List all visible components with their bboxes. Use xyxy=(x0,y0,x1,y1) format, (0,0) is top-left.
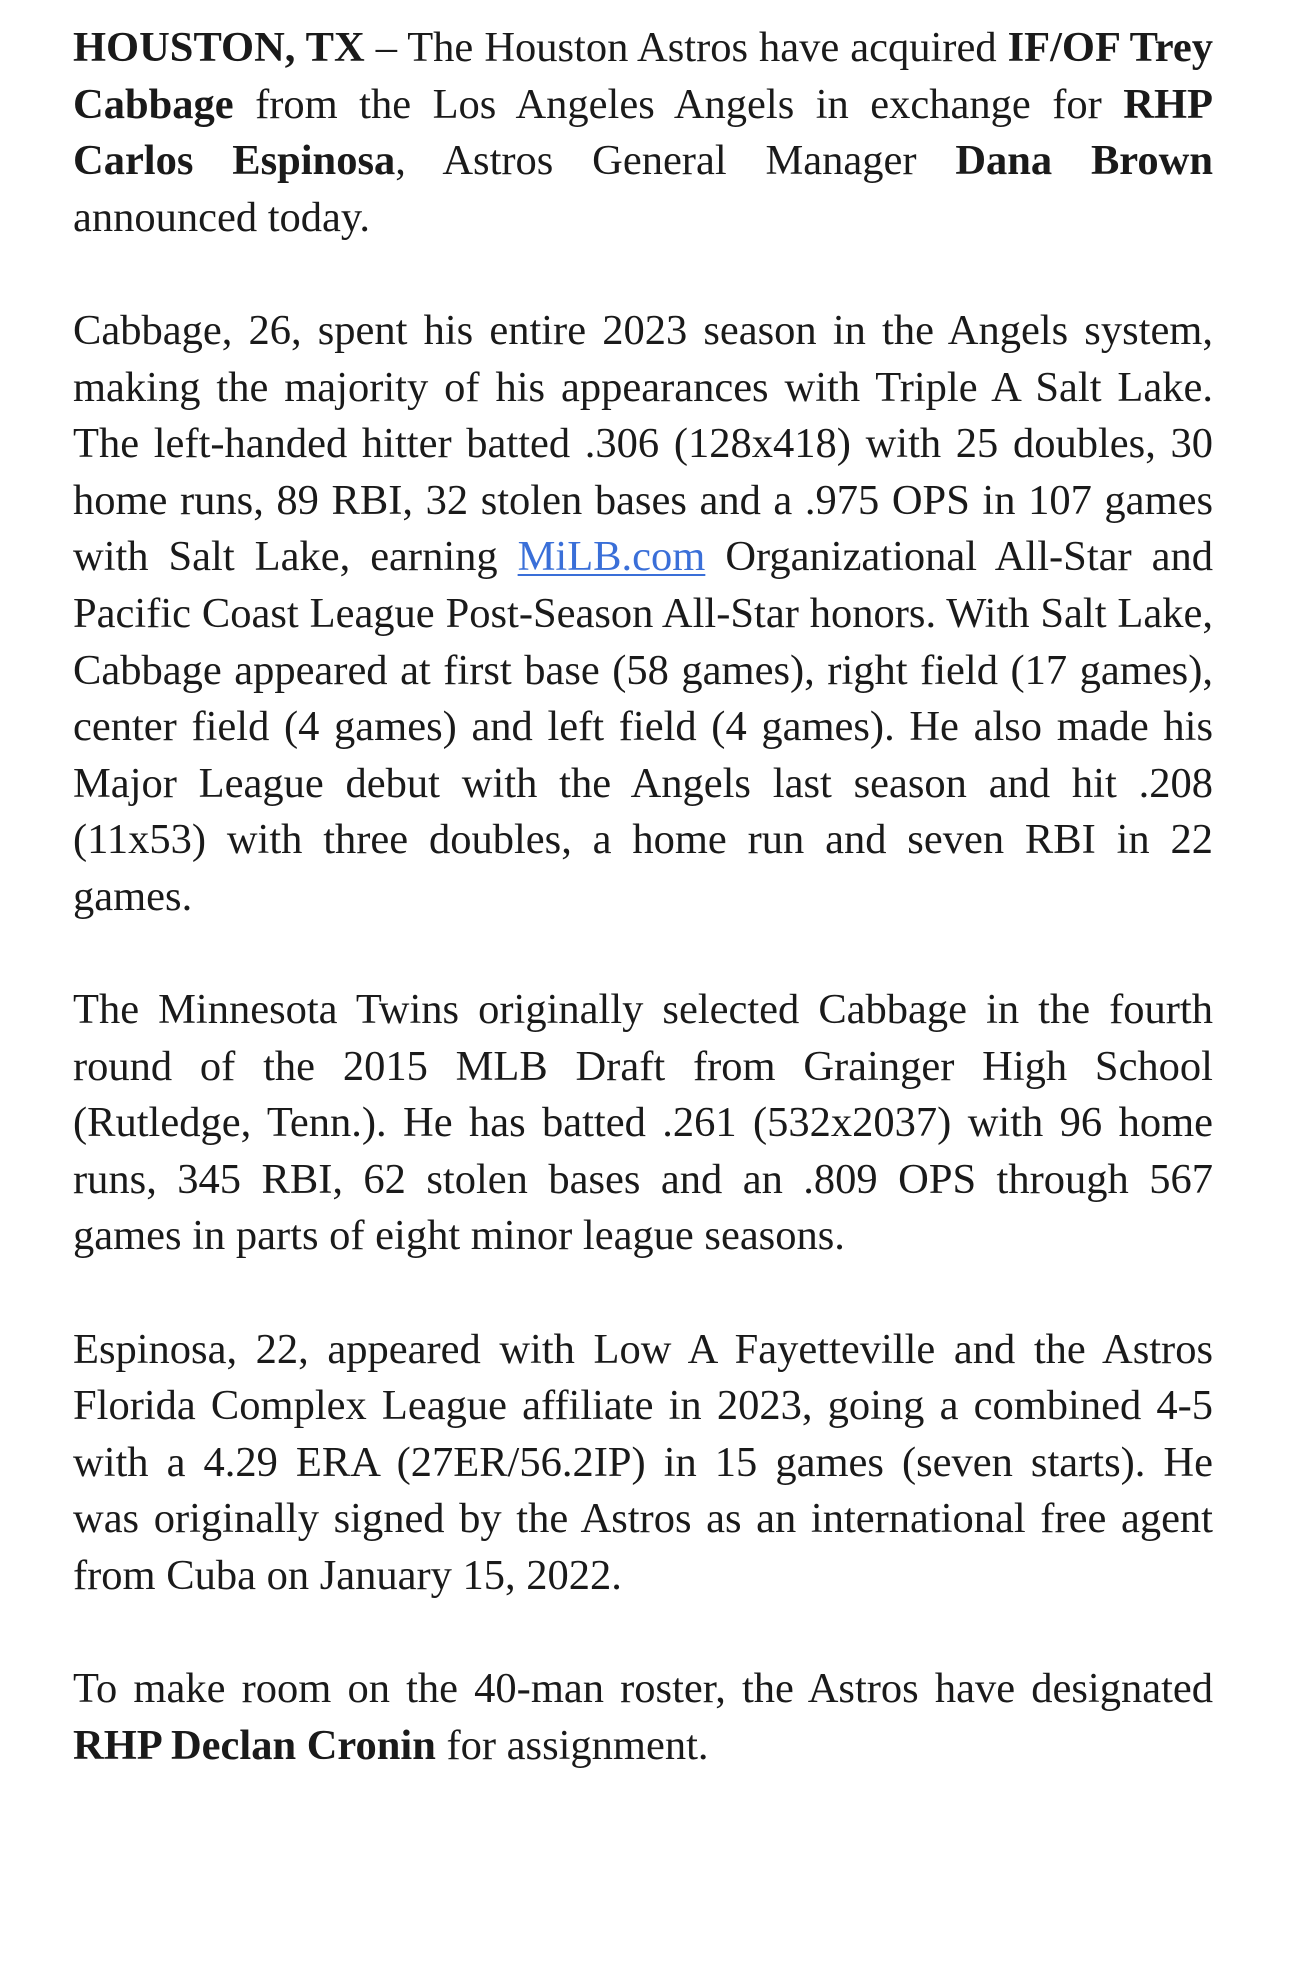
text-segment: for assignment. xyxy=(435,1721,709,1769)
text-segment: from the Los Angeles Angels in exchange for xyxy=(233,80,1124,128)
text-segment: – The Houston Astros have acquired xyxy=(364,24,1008,71)
paragraph-cabbage-career xyxy=(73,982,1213,1265)
paragraph-espinosa xyxy=(73,1322,1213,1605)
text-segment: Cabbage, 26, spent his entire 2023 season in the Angels system, making the majority of his appearances with Triple A Salt Lake. The left-handed hitter batted .306 (128x418) with 25 doubles, 30 home runs, 89 RBI, 32 stolen bases and a .975 OPS in 107 games with Salt Lake, earning xyxy=(73,306,1213,581)
text-segment: Organizational All-Star and Pacific Coast League Post-Season All-Star honors. With Salt Lake, Cabbage appeared at first base (58 games), right field (17 games), center field (4 games) and left field (4 games). He also made his Major League debut with the Angels last season and hit .208 (11x53) with three doubles, a home run and seven RBI in 22 games. xyxy=(73,533,1213,920)
paragraph-roster-move xyxy=(73,1661,1213,1774)
text-segment: , Astros General Manager xyxy=(395,137,956,185)
milb-link[interactable]: MiLB.com xyxy=(517,533,706,581)
dateline: HOUSTON, TX xyxy=(73,24,365,71)
paragraph-trade-announcement xyxy=(73,20,1213,246)
paragraph-cabbage-2023-season xyxy=(73,303,1213,926)
text-segment: announced today. xyxy=(73,193,371,241)
text-segment: To make room on the 40-man roster, the Astros have designated xyxy=(73,1665,1213,1713)
traded-player: RHP Carlos Espinosa xyxy=(73,80,1213,185)
text-segment: Espinosa, 22, appeared with Low A Fayetteville and the Astros Florida Complex League affiliate in 2023, going a combined 4-5 with a 4.29 ERA (27ER/56.2IP) in 15 games (seven starts). He was originally signed by the Astros as an international free agent from Cuba on January 15, 2022. xyxy=(73,1325,1213,1600)
acquired-player: IF/OF Trey Cabbage xyxy=(73,24,1214,128)
general-manager-name: Dana Brown xyxy=(955,137,1213,185)
text-segment: The Minnesota Twins originally selected Cabbage in the fourth round of the 2015 MLB Draft from Grainger High School (Rutledge, Tenn.). He has batted .261 (532x2037) with 96 home runs, 345 RBI, 62 stolen bases and an .809 OPS through 567 games in parts of eight minor league seasons. xyxy=(73,986,1213,1260)
press-release-body xyxy=(73,20,1213,1774)
designated-player: RHP Declan Cronin xyxy=(73,1721,436,1769)
